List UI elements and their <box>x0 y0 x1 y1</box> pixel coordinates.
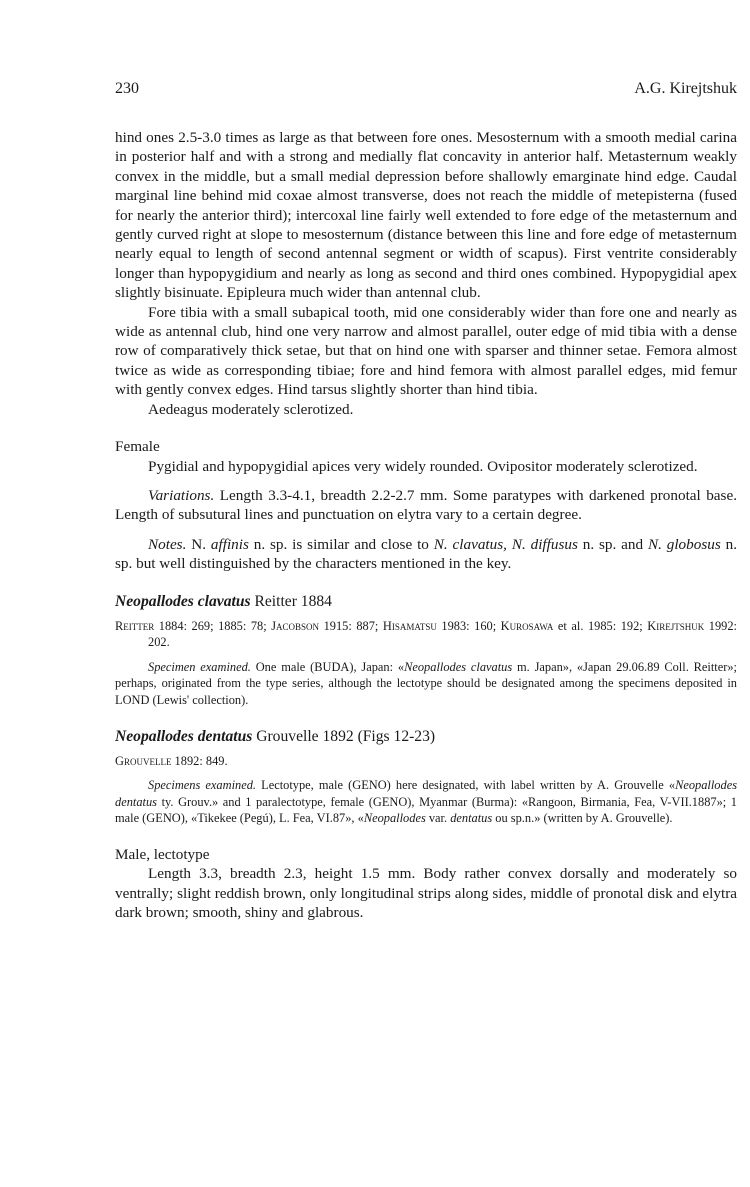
notes-label: Notes. <box>148 535 187 553</box>
references-dentatus: Grouvelle 1892: 849. <box>115 753 228 768</box>
paragraph-legs: Fore tibia with a small subapical tooth, mid one considerably wider than fore one and nearly as wide as antennal club, hind one very narrow and almost parallel, outer edge of mid tibia with a dense row of comparatively thick setae, but that on hind one with sparser and thinner setae. Femora almost twice as wide as corresponding tibiae; fore and hind femora with almost parallel edges, mid femur with gently convex edges. Hind tarsus slightly shorter than hind tibia. <box>115 303 737 399</box>
variations-text: Length 3.3-4.1, breadth 2.2-2.7 mm. Some paratypes with darkened pronotal base. Length of subsutural lines and punctuation on elytra vary to a certain degree. <box>115 486 737 524</box>
page-number: 230 <box>115 80 139 97</box>
variations-label: Variations. <box>148 486 215 504</box>
references-clavatus: Reitter 1884: 269; 1885: 78; Jacobson 1915: 887; Hisamatsu 1983: 160; Kurosawa et al. 1985: 192; Kirejtshuk 1992: 202. <box>115 618 737 650</box>
taxon-name: Neopallodes clavatus <box>115 592 251 610</box>
main-text <box>115 128 737 923</box>
species-heading-clavatus <box>115 592 737 612</box>
paragraph-sternum: hind ones 2.5-3.0 times as large as that between fore ones. Mesosternum with a smooth medial carina in posterior half and with a strong and medially flat concavity in anterior half. Metasternum weakly convex in the middle, but a small medial depression before shallowly emarginate hind edge. Caudal marginal line behind mid coxae almost transverse, does not reach the middle of metepisterna (fused for nearly the anterior third); intercoxal line fairly well extended to fore edge of the metasternum and gently curved right at slope to mesosternum (distance between this line and fore edge of metasternum nearly equal to length of second antennal segment or width of scapus). First ventrite considerably longer than hypopygidium and nearly as long as second and third ones combined. Hypopygidial apex slightly bisinuate. Epipleura much wider than antennal club. <box>115 129 737 302</box>
female-heading: Female <box>115 438 160 456</box>
taxon-authority: Reitter 1884 <box>250 592 332 610</box>
taxon-name: Neopallodes dentatus <box>115 727 253 745</box>
specimen-examined-clavatus: Specimen examined. One male (BUDA), Japan: «Neopallodes clavatus m. Japan», «Japan 29.06.89 Coll. Reitter»; perhaps, originated from the type series, although the lectotype should be designated among the specimens deposited in LOND (Lewis' collection). <box>115 659 737 707</box>
running-head <box>115 80 737 104</box>
paragraph-variations <box>115 486 737 525</box>
specimens-examined-dentatus: Specimens examined. Lectotype, male (GENO) here designated, with label written by A. Grouvelle «Neopallodes dentatus ty. Grouv.» and 1 paralectotype, female (GENO), Myanmar (Burma): «Rangoon, Birmania, Fea, V-VII.1887»; 1 male (GENO), «Tikekee (Pegú), L. Fea, VI.87», «Neopallodes var. dentatus ou sp.n.» (written by A. Grouvelle). <box>115 778 738 826</box>
species-heading-dentatus <box>115 727 737 747</box>
taxon-authority: Grouvelle 1892 (Figs 12-23) <box>252 727 436 745</box>
paragraph-female: Pygidial and hypopygidial apices very widely rounded. Ovipositor moderately sclerotized. <box>148 457 698 475</box>
paragraph-aedeagus: Aedeagus moderately sclerotized. <box>148 400 354 418</box>
running-head-author: A.G. Kirejtshuk <box>634 80 737 97</box>
paragraph-male-lectotype: Length 3.3, breadth 2.3, height 1.5 mm. Body rather convex dorsally and moderately so ventrally; slight reddish brown, only longitudinal strips along sides, middle of pronotal disk and elytra dark brown; smooth, shiny and glabrous. <box>115 865 737 922</box>
paragraph-notes: Notes. N. affinis n. sp. is similar and close to N. clavatus, N. diffusus n. sp. and N. globosus n. sp. but well distinguished by the characters mentioned in the key. <box>115 535 738 573</box>
male-lectotype-heading: Male, lectotype <box>115 845 210 863</box>
